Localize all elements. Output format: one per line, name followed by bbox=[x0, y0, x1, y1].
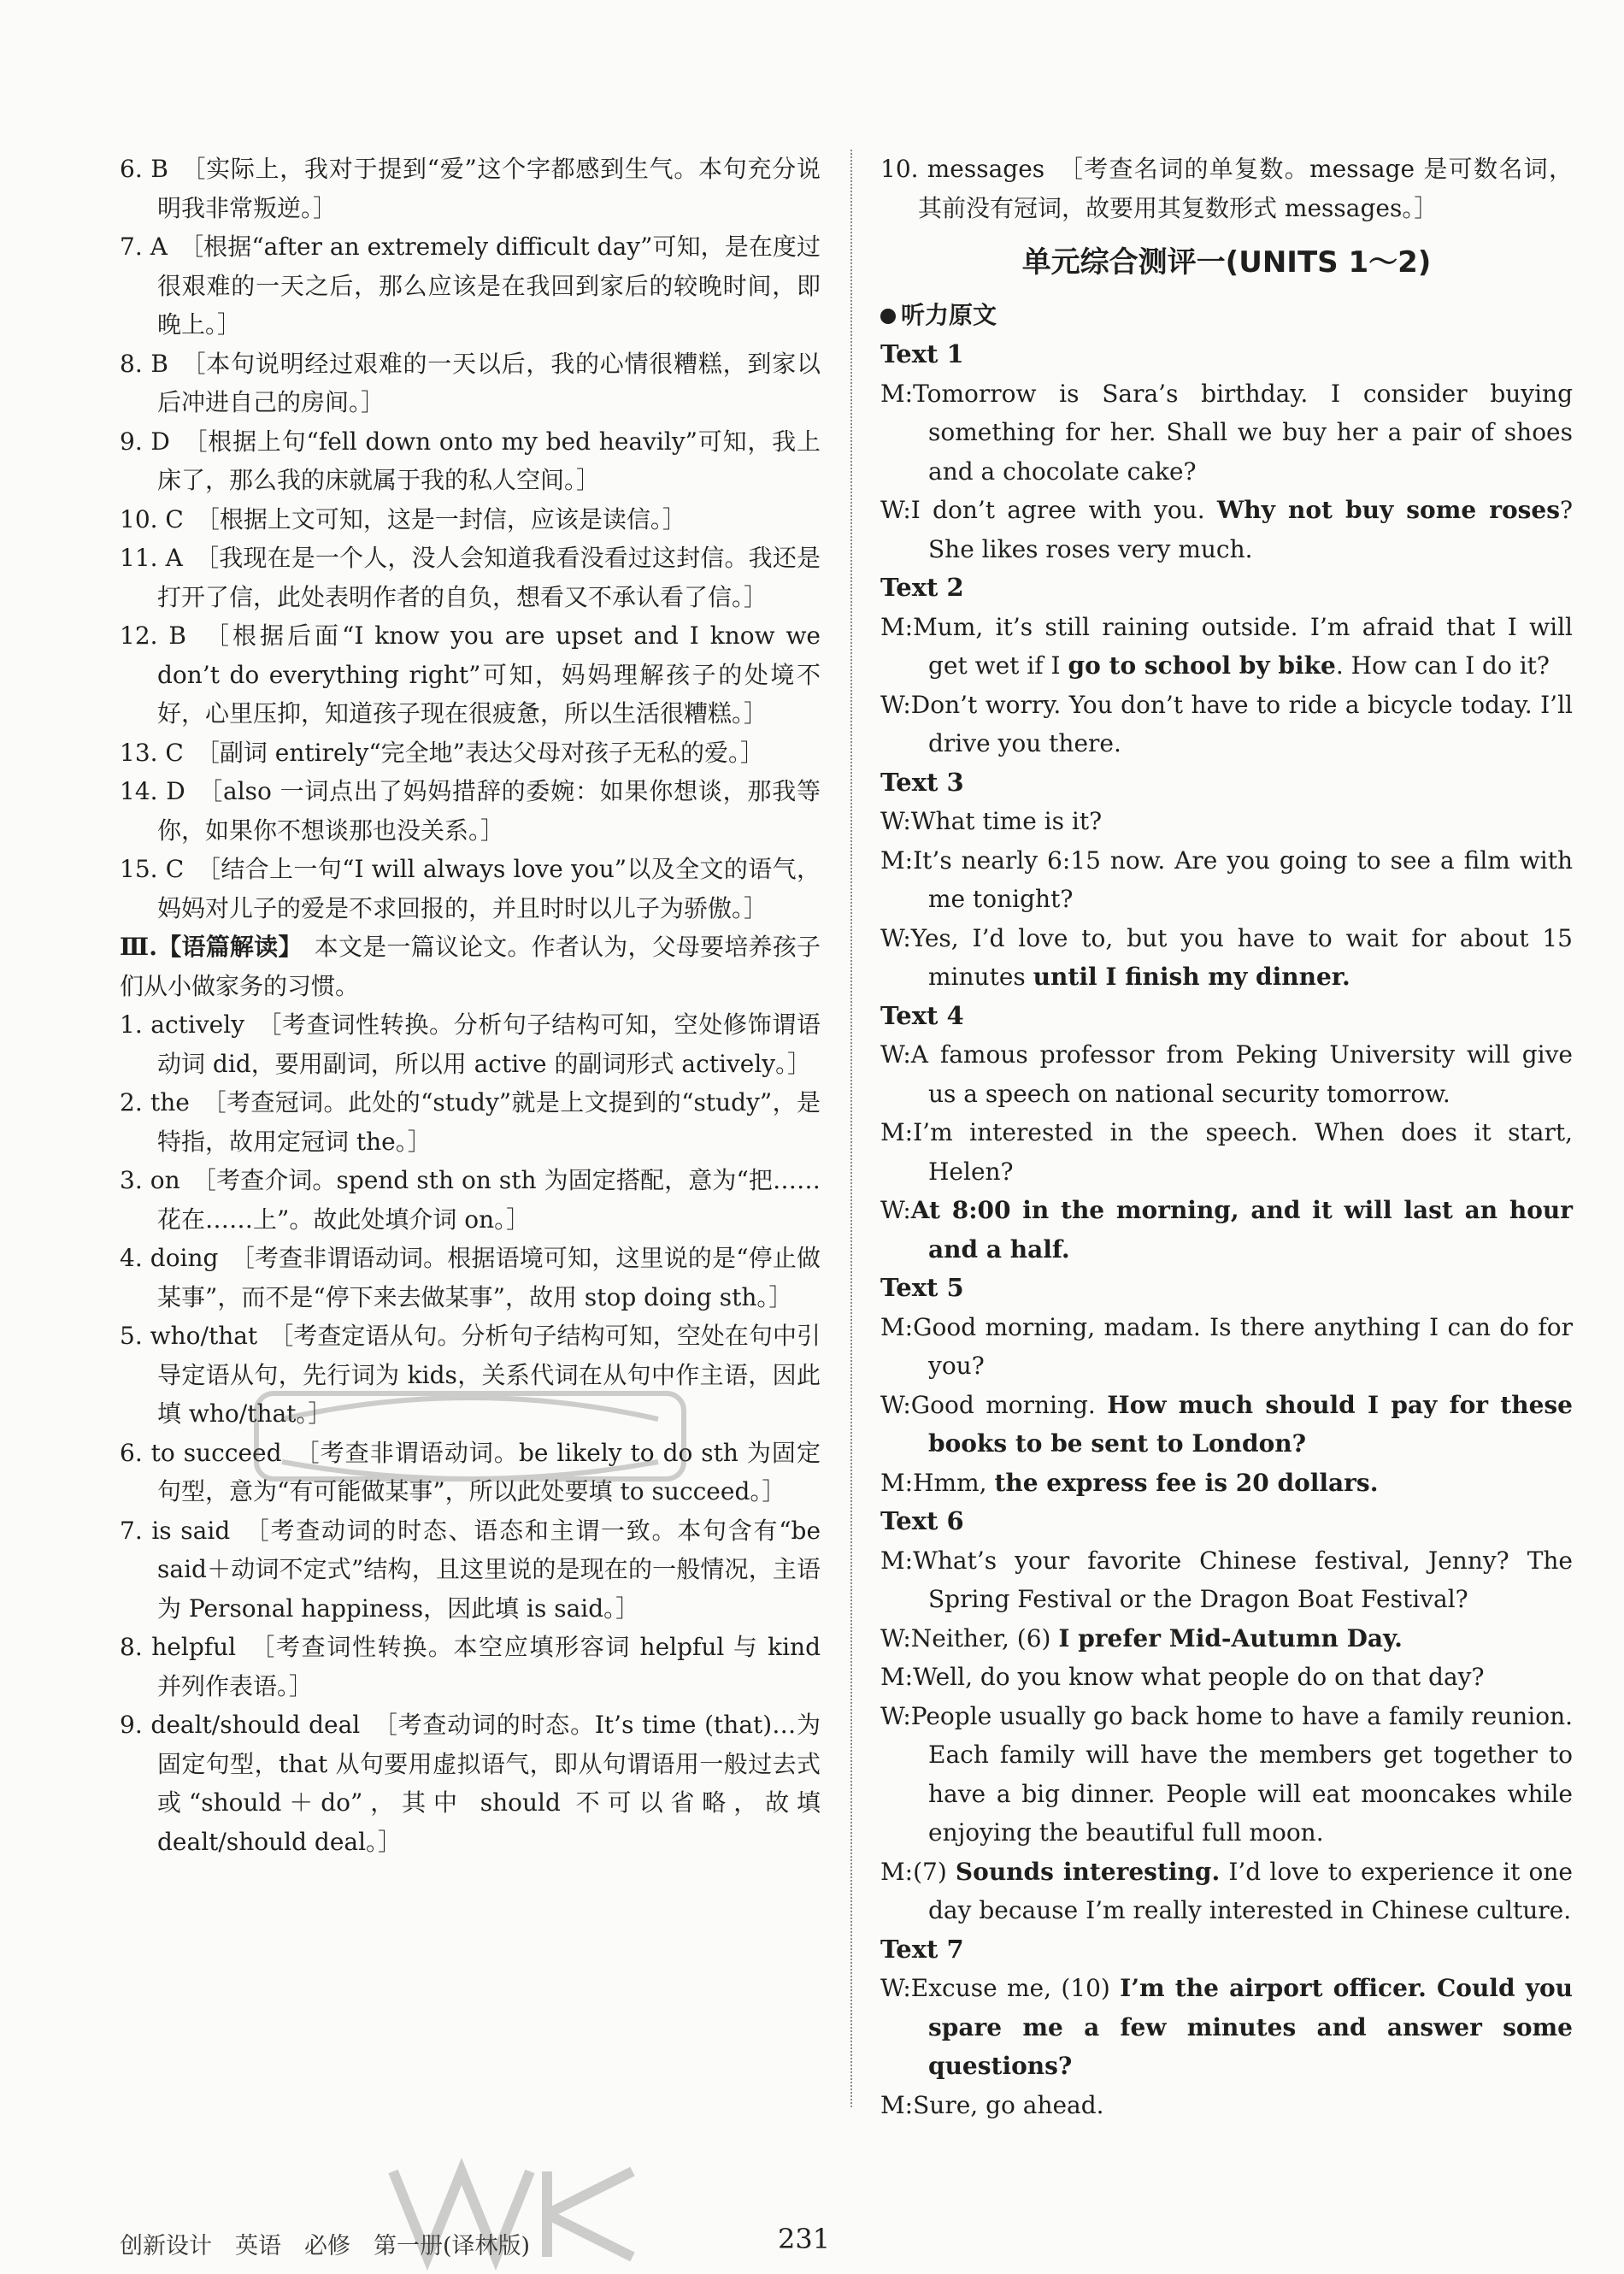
dialogue-label: Text 6 bbox=[880, 1506, 964, 1535]
speaker-tag: W: bbox=[880, 690, 911, 719]
dialogue-line bbox=[880, 1697, 1573, 1853]
answer-item bbox=[120, 1434, 821, 1511]
answer-explanation: ［考查冠词。此处的“study”就是上文提到的“study”，是特指，故用定冠词 the。］ bbox=[157, 1088, 821, 1156]
speaker-tag: M: bbox=[880, 612, 914, 641]
dialogue-line bbox=[880, 919, 1573, 997]
dialogue-line bbox=[880, 1853, 1573, 1930]
answer-number: 8. helpful bbox=[120, 1633, 237, 1661]
answer-number: 7. A bbox=[120, 233, 168, 261]
answer-item bbox=[120, 1239, 821, 1317]
answer-number: 12. B bbox=[120, 622, 187, 650]
dialogue-line bbox=[880, 374, 1573, 492]
footer-book-title: 创新设计 英语 必修 第一册(译林版) bbox=[120, 2233, 531, 2259]
speaker-tag: M: bbox=[880, 1118, 914, 1146]
answer-item bbox=[120, 150, 821, 227]
column-divider bbox=[850, 150, 852, 2107]
answer-number: 9. dealt/should deal bbox=[120, 1711, 361, 1739]
speaker-tag: W: bbox=[880, 807, 911, 835]
answer-explanation: ［考查词性转换。本空应填形容词 helpful 与 kind 并列作表语。］ bbox=[157, 1633, 821, 1700]
dialogue-answer-key: I’m the airport officer. Could you spare me a few minutes and answer some questions? bbox=[928, 1974, 1573, 2080]
dialogue-text: Sure, go ahead. bbox=[913, 2090, 1104, 2119]
answer-number: 6. B bbox=[120, 155, 168, 183]
answer-item bbox=[120, 1161, 821, 1239]
answer-number: 11. A bbox=[120, 544, 183, 572]
dialogue-text: I’m interested in the speech. When does it start, Helen? bbox=[913, 1118, 1573, 1186]
speaker-tag: W: bbox=[880, 1196, 911, 1224]
answer-number: 3. on bbox=[120, 1166, 180, 1194]
answer-item bbox=[120, 539, 821, 616]
answer-item bbox=[120, 850, 821, 928]
dialogue-text: (7) bbox=[913, 1857, 956, 1886]
answer-explanation: ［副词 entirely“完全地”表达父母对孩子无私的爱。］ bbox=[207, 738, 764, 767]
answer-item bbox=[120, 616, 821, 733]
speaker-tag: M: bbox=[880, 2090, 914, 2119]
answer-explanation: ［考查非谓语动词。根据语境可知，这里说的是“停止做某事”，而不是“停下来去做某事”，故用 stop doing sth。］ bbox=[157, 1244, 821, 1311]
answer-explanation: ［考查动词的时态、语态和主谓一致。本句含有“be said＋动词不定式”结构，且这里说的是现在的一般情况，主语为 Personal happiness，因此填 is said。］ bbox=[157, 1516, 821, 1623]
right-column bbox=[880, 150, 1573, 2124]
answer-item bbox=[120, 500, 821, 539]
answer-item bbox=[120, 772, 821, 850]
dialogue-text: People usually go back home to have a family reunion. Each family will have the members get together to have a big dinner. People will eat mooncakes while enjoying the beautiful full moon. bbox=[910, 1701, 1573, 1847]
dialogue-text: Excuse me, (10) bbox=[910, 1974, 1121, 2002]
dialogue-answer-key: go to school by bike bbox=[1068, 651, 1336, 680]
answer-list-part2 bbox=[120, 150, 821, 928]
dialogue-line bbox=[880, 1308, 1573, 1386]
answer-explanation: ［本句说明经过艰难的一天以后，我的心情很糟糕，到家以后冲进自己的房间。］ bbox=[157, 349, 821, 416]
answer-explanation: ［根据“after an extremely difficult day”可知，是在度过很艰难的一天之后，那么应该是在我回到家后的较晚时间，即晚上。］ bbox=[157, 233, 821, 339]
answer-number: 8. B bbox=[120, 349, 168, 378]
unit-test-title: 单元综合测评一(UNITS 1～2) bbox=[1021, 245, 1432, 280]
speaker-tag: M: bbox=[880, 1546, 914, 1575]
dialogue-text: Neither, (6) bbox=[910, 1623, 1059, 1652]
dialogue-text: Good morning, madam. Is there anything I can do for you? bbox=[913, 1312, 1573, 1380]
answer-explanation: ［根据上文可知，这是一封信，应该是读信。］ bbox=[207, 504, 686, 533]
answer-number: 9. D bbox=[120, 427, 170, 456]
answer-number: 7. is said bbox=[120, 1516, 231, 1545]
dialogue-label: Text 4 bbox=[880, 1000, 964, 1030]
answer-number: 4. doing bbox=[120, 1244, 219, 1272]
dialogue-line bbox=[880, 686, 1573, 763]
answer-explanation: ［考查名词的单复数。message 是可数名词，其前没有冠词，故要用其复数形式 messages。］ bbox=[918, 155, 1573, 222]
answer-explanation: ［考查词性转换。分析句子结构可知，空处修饰谓语动词 did，要用副词，所以用 active 的副词形式 actively。］ bbox=[157, 1010, 821, 1078]
answer-item bbox=[120, 1706, 821, 1861]
answer-explanation: ［根据后面“I know you are upset and I know we don’t do everything right”可知，妈妈理解孩子的处境不好，心里压抑，知道孩子现在很疲惫，所以生活很糟糕。］ bbox=[157, 622, 821, 728]
left-column bbox=[120, 150, 821, 1861]
dialogue-text: What’s your favorite Chinese festival, Jenny? The Spring Festival or the Dragon Boat Festival? bbox=[913, 1546, 1573, 1613]
speaker-tag: M: bbox=[880, 1312, 914, 1341]
dialogue-text: Hmm, bbox=[913, 1468, 995, 1497]
dialogue-line bbox=[880, 1541, 1573, 1619]
speaker-tag: W: bbox=[880, 1390, 911, 1419]
dialogue-text: Well, do you know what people do on that day? bbox=[913, 1663, 1485, 1691]
dialogue-label: Text 2 bbox=[880, 573, 964, 602]
speaker-tag: W: bbox=[880, 1623, 911, 1652]
dialogue-answer-key: I prefer Mid-Autumn Day. bbox=[1058, 1623, 1403, 1652]
answer-item bbox=[120, 227, 821, 345]
dialogue-line bbox=[880, 1464, 1573, 1503]
speaker-tag: M: bbox=[880, 845, 914, 875]
answer-item bbox=[120, 1628, 821, 1706]
dialogue-line bbox=[880, 1386, 1573, 1464]
dialogue-text-after: ? She likes roses very much. bbox=[928, 496, 1573, 563]
answer-number: 6. to succeed bbox=[120, 1438, 282, 1467]
answer-number: 15. C bbox=[120, 855, 185, 883]
answer-item bbox=[880, 150, 1573, 227]
speaker-tag: W: bbox=[880, 923, 911, 952]
dialogue-text: It’s nearly 6:15 now. Are you going to see a film with me tonight? bbox=[913, 845, 1573, 913]
dialogue-answer-key: Sounds interesting. bbox=[955, 1857, 1221, 1886]
answer-explanation: ［also 一词点出了妈妈措辞的委婉：如果你想谈，那我等你，如果你不想谈那也没关系。］ bbox=[157, 777, 821, 845]
answer-number: 13. C bbox=[120, 738, 184, 767]
answer-item bbox=[120, 1083, 821, 1161]
answer-number: 14. D bbox=[120, 777, 185, 805]
answer-item bbox=[120, 1511, 821, 1629]
dialogue-label: Text 5 bbox=[880, 1273, 964, 1302]
section-3-text: 本文是一篇议论文。作者认为，父母要培养孩子们从小做家务的习惯。 bbox=[120, 933, 821, 1000]
speaker-tag: W: bbox=[880, 496, 911, 524]
answer-item bbox=[120, 1317, 821, 1434]
answer-explanation: ［考查介词。spend sth on sth 为固定搭配，意为“把……花在……上”。故此处填介词 on。］ bbox=[157, 1166, 821, 1234]
answer-item bbox=[120, 733, 821, 773]
dialogue-line bbox=[880, 491, 1573, 568]
answer-explanation: ［实际上，我对于提到“爱”这个字都感到生气。本句充分说明我非常叛逆。］ bbox=[157, 155, 821, 222]
answer-number: 2. the bbox=[120, 1088, 190, 1116]
dialogue-text: Yes, I’d love to, but you have to wait for about 15 minutes bbox=[910, 923, 1573, 991]
dialogue-answer-key: until I finish my dinner. bbox=[1033, 963, 1350, 991]
dialogue-text: Mum, it’s still raining outside. I’m afraid that I will get wet if I bbox=[913, 612, 1573, 680]
speaker-tag: W: bbox=[880, 1974, 911, 2002]
dialogue-text: What time is it? bbox=[910, 807, 1103, 835]
bullet-icon bbox=[880, 309, 896, 324]
dialogue-label: Text 3 bbox=[880, 767, 964, 797]
speaker-tag: W: bbox=[880, 1040, 911, 1069]
dialogue-label: Text 1 bbox=[880, 339, 964, 368]
dialogue-line bbox=[880, 841, 1573, 919]
answer-number: 10. C bbox=[120, 504, 184, 533]
speaker-tag: M: bbox=[880, 1663, 914, 1691]
dialogue-line bbox=[880, 1113, 1573, 1191]
dialogue-line bbox=[880, 1191, 1573, 1269]
dialogue-answer-key: How much should I pay for these books to be sent to London? bbox=[928, 1390, 1573, 1458]
dialogue-answer-key: At 8:00 in the morning, and it will last an hour and a half. bbox=[910, 1196, 1573, 1264]
answer-explanation: ［结合上一句“I will always love you”以及全文的语气，妈妈对儿子的爱是不求回报的，并且时时以儿子为骄傲。］ bbox=[157, 855, 821, 922]
dialogue-line bbox=[880, 608, 1573, 686]
dialogue-line bbox=[880, 1969, 1573, 2086]
speaker-tag: M: bbox=[880, 1857, 914, 1886]
speaker-tag: M: bbox=[880, 1468, 914, 1497]
dialogue-text: Good morning. bbox=[910, 1390, 1108, 1419]
dialogue-line bbox=[880, 1035, 1573, 1113]
dialogue-line bbox=[880, 1619, 1573, 1658]
dialogue-answer-key: the express fee is 20 dollars. bbox=[994, 1468, 1379, 1497]
answer-item bbox=[120, 422, 821, 500]
dialogue-line bbox=[880, 2086, 1573, 2125]
answer-list-part3 bbox=[120, 1005, 821, 1861]
answer-item bbox=[120, 345, 821, 422]
answer-item bbox=[120, 1005, 821, 1083]
answer-explanation: ［我现在是一个人，没人会知道我看没看过这封信。我还是打开了信，此处表明作者的自负，想看又不承认看了信。］ bbox=[157, 544, 821, 611]
answer-explanation: ［考查动词的时态。It’s time (that)…为固定句型，that 从句要用虚拟语气，即从句谓语用一般过去式或“should＋do”，其中 should 不可以省略，故填 dealt/should deal。］ bbox=[157, 1711, 821, 1856]
dialogue-line bbox=[880, 802, 1573, 841]
speaker-tag: M: bbox=[880, 379, 914, 408]
listening-heading bbox=[880, 296, 1573, 335]
dialogue-text: Tomorrow is Sara’s birthday. I consider buying something for her. Shall we buy her a pair of shoes and a chocolate cake? bbox=[913, 379, 1573, 486]
listening-heading-text: 听力原文 bbox=[901, 301, 997, 329]
page-number: 231 bbox=[778, 2223, 831, 2255]
answer-explanation: ［根据上句“fell down onto my bed heavily”可知，我上床了，那么我的床就属于我的私人空间。］ bbox=[157, 427, 821, 494]
answer-number: 10. messages bbox=[880, 155, 1045, 183]
dialogue-text-after: I’d love to experience it one day because I’m really interested in Chinese culture. bbox=[928, 1857, 1573, 1924]
answer-number: 5. who/that bbox=[120, 1322, 258, 1350]
listening-transcript bbox=[880, 335, 1573, 2124]
dialogue-answer-key: Why not buy some roses bbox=[1216, 496, 1560, 524]
section-3-label: Ⅲ.【语篇解读】 bbox=[120, 933, 291, 961]
dialogue-text-after: . How can I do it? bbox=[1335, 651, 1550, 680]
dialogue-text: Don’t worry. You don’t have to ride a bicycle today. I’ll drive you there. bbox=[910, 690, 1573, 757]
answer-explanation: ［考查定语从句。分析句子结构可知，空处在句中引导定语从句，先行词为 kids，关系代词在从句中作主语，因此填 who/that。］ bbox=[157, 1322, 821, 1428]
section-3-intro bbox=[120, 928, 821, 1005]
dialogue-text: A famous professor from Peking University will give us a speech on national security tomorrow. bbox=[910, 1040, 1573, 1108]
speaker-tag: W: bbox=[880, 1701, 911, 1730]
dialogue-label: Text 7 bbox=[880, 1934, 964, 1964]
answer-explanation: ［考查非谓语动词。be likely to do sth 为固定句型，意为“有可能做某事”，所以此处要填 to succeed。］ bbox=[157, 1438, 821, 1505]
dialogue-text: I don’t agree with you. bbox=[910, 496, 1217, 524]
dialogue-line bbox=[880, 1658, 1573, 1697]
answer-number: 1. actively bbox=[120, 1010, 245, 1039]
